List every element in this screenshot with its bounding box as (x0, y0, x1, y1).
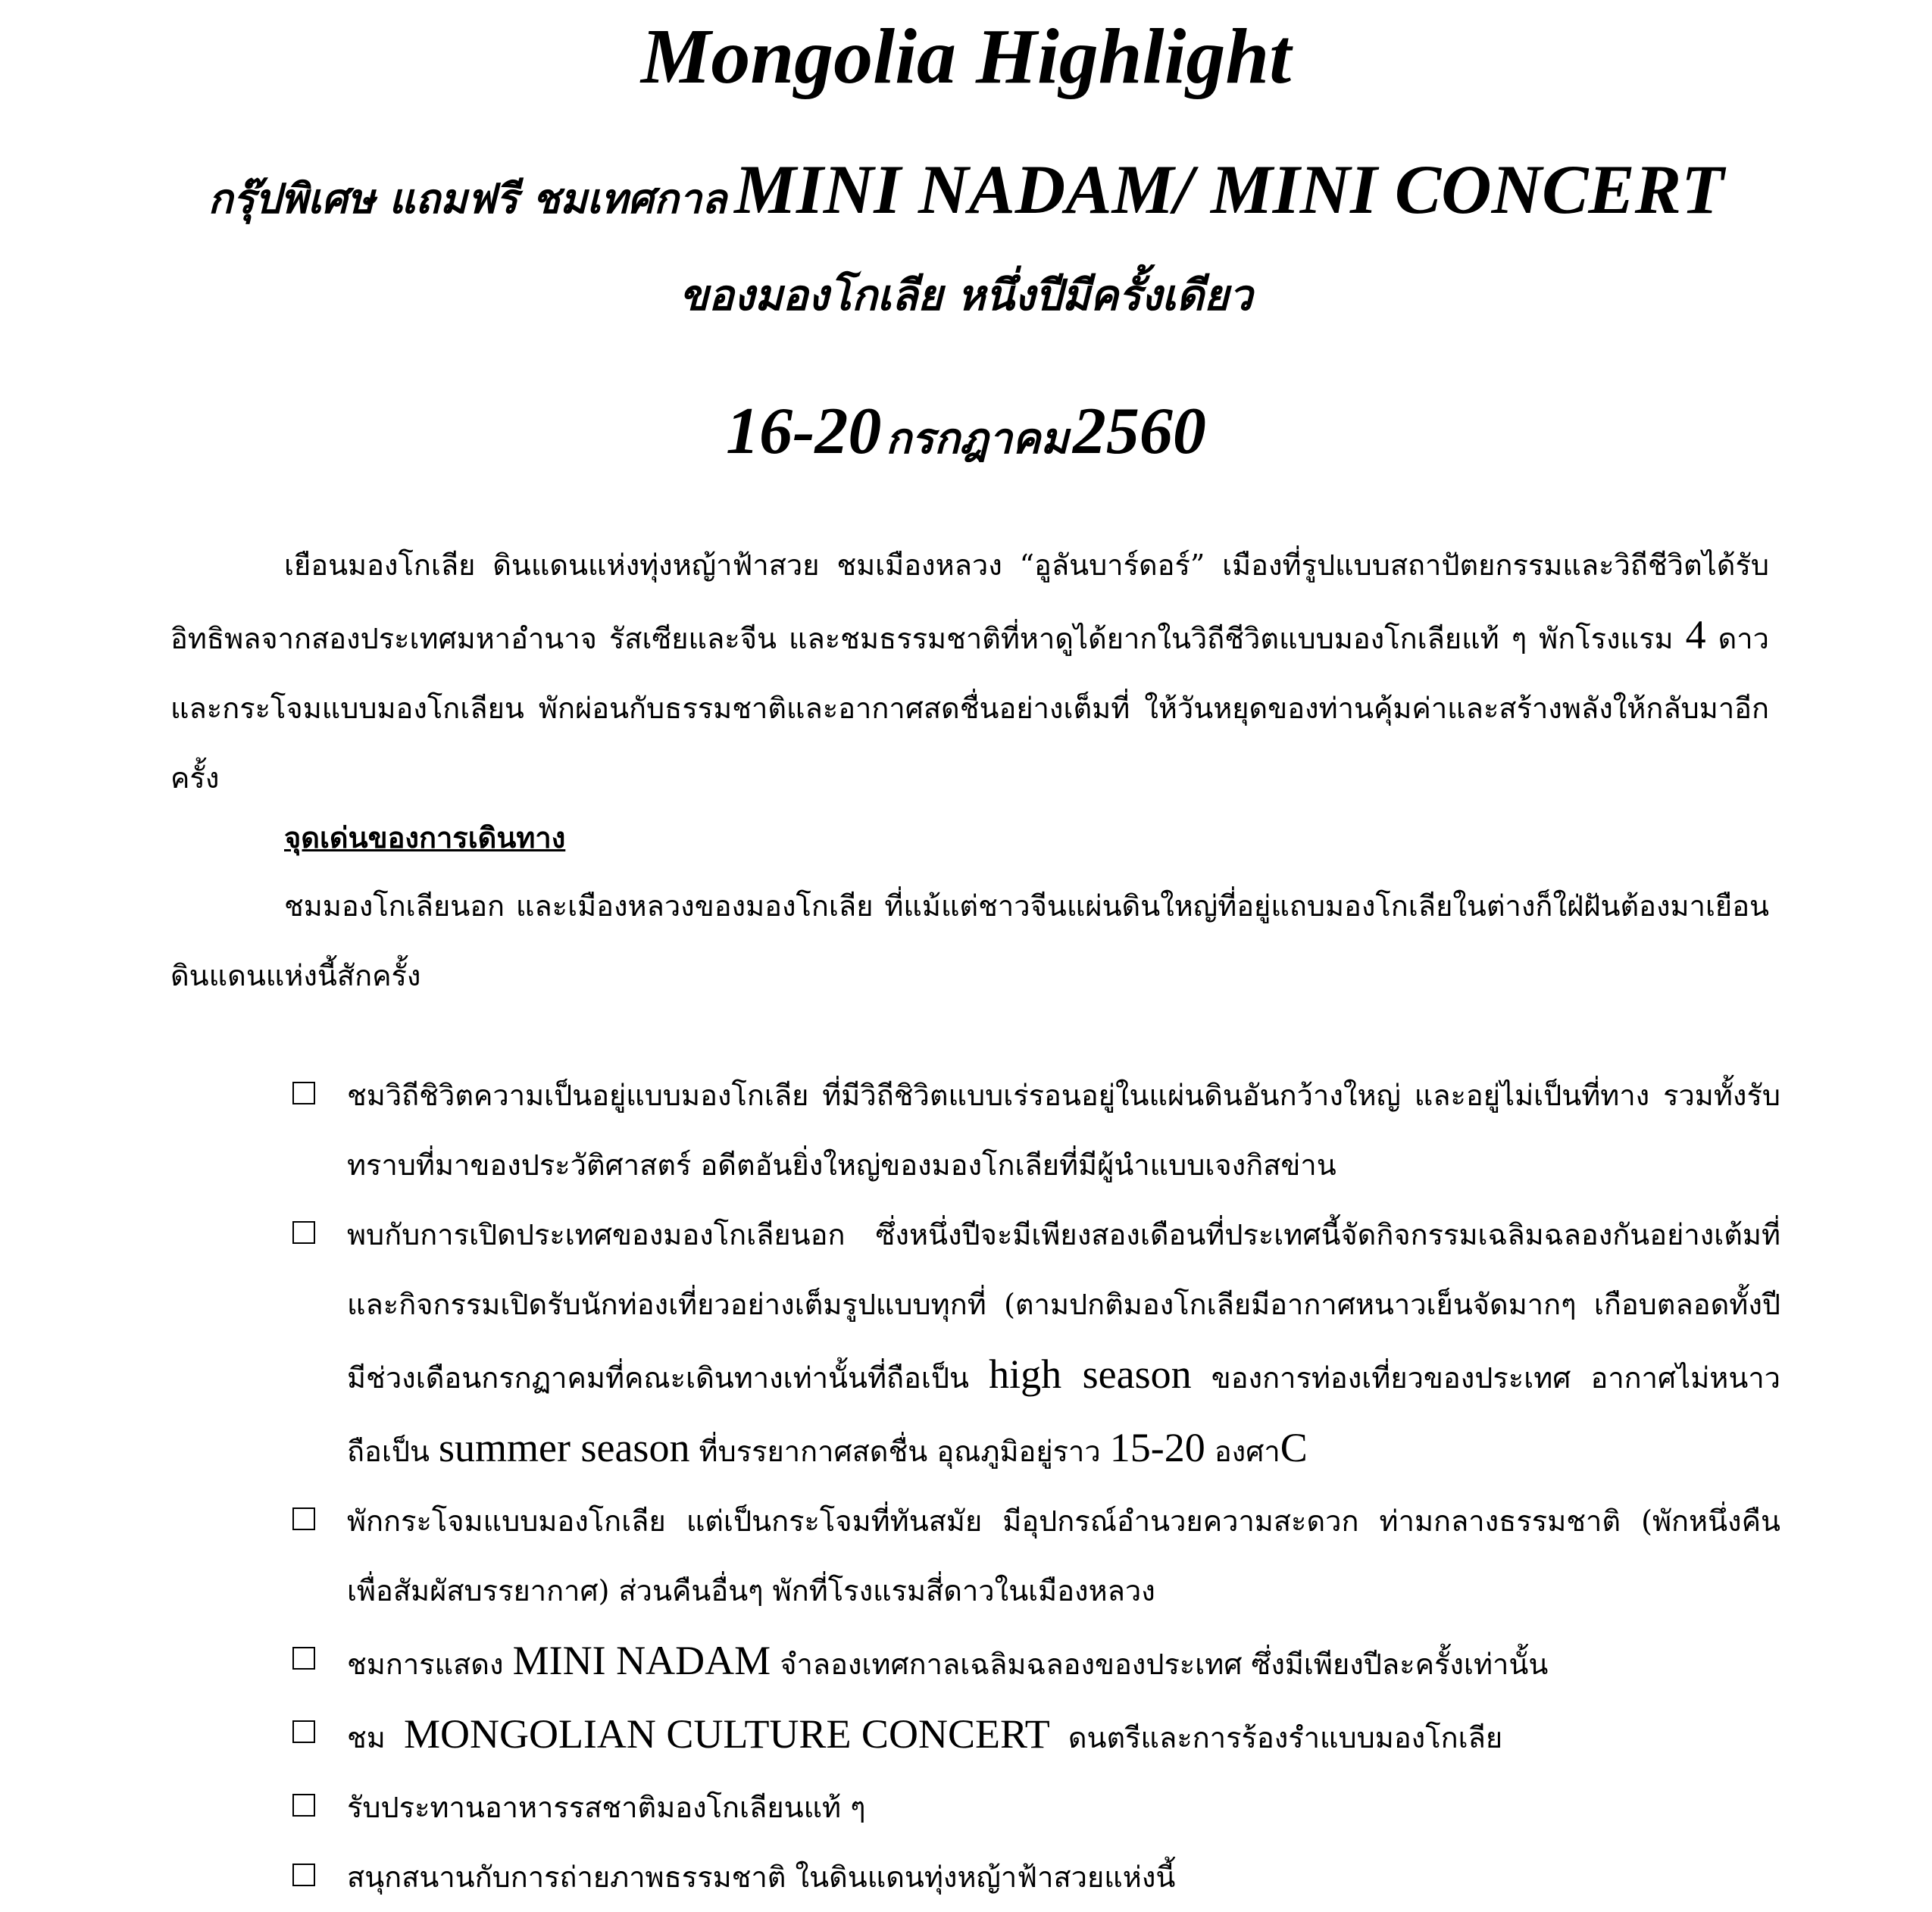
highlight-item-yurt-stay (288, 1486, 1780, 1626)
intro-text: เยือนมองโกเลีย ดินแดนแห่งทุ่งหญ้าฟ้าสวย ชมเมืองหลวง “อูลันบาร์ดอร์” เมืองที่รูปแบบสถาปัตยกรรมและวิถีชีวิตได้รับอิทธิพลจากสองประเทศมหาอำนาจ รัสเซียและจีน และชมธรรมชาติที่หาดูได้ยากในวิถีชีวิตแบบมองโกเลียแท้ ๆ พักโรงแรม (170, 548, 1769, 655)
highlights-lead-paragraph: ชมมองโกเลียนอก และเมืองหลวงของมองโกเลีย ที่แม้แต่ชาวจีนแผ่นดินใหญ่ที่อยู่แถบมองโกเลียในต่างก็ใฝ่ฝันต้องมาเยือนดินแดนแห่งนี้สักครั้ง (170, 889, 1769, 992)
intro-paragraph (170, 530, 1769, 813)
highlight-text: จำลองเทศกาลเฉลิมฉลองของประเทศ ซึ่งมีเพียงปีละครั้งเท่านั้น (780, 1648, 1549, 1681)
highlight-text: ชมการแสดง (347, 1648, 504, 1681)
highlight-text: พักกระโจมแบบมองโกเลีย แต่เป็นกระโจมที่ทันสมัย มีอุปกรณ์อำนวยความสะดวก ท่ามกลางธรรมชาติ (พักหนึ่งคืนเพื่อสัมผัสบรรยากาศ) ส่วนคืนอื่นๆ พักที่โรงแรมสี่ดาวในเมืองหลวง (347, 1504, 1780, 1607)
checkbox-icon (292, 1864, 315, 1886)
date-month: กรกฎาคม (886, 414, 1069, 464)
checkbox-icon (292, 1221, 315, 1244)
checkbox-icon (292, 1647, 315, 1670)
highlight-item-mini-nadam (288, 1626, 1780, 1699)
highlight-text: สนุกสนานกับการถ่ายภาพธรรมชาติ ในดินแดนทุ่งหญ้าฟ้าสวยแห่งนี้ (347, 1860, 1176, 1894)
highlight-temperature-range: 15-20 (1109, 1425, 1205, 1470)
highlight-temperature-unit: C (1280, 1425, 1308, 1470)
highlight-item-culture-concert (288, 1699, 1780, 1773)
highlight-text: พบกับการเปิดประเทศของมองโกเลียนอก ซึ่งหนึ่งปีจะมีเพียงสองเดือนที่ประเทศนี้จัดกิจกรรมเฉลิมฉลองกันอย่างเต้มที่และกิจกรรมเปิดรับนักท่องเที่ยวอย่างเต็มรูปแบบทุกที่ (ตามปกติมองโกเลียมีอากาศหนาวเย็นจัดมากๆ เกือบตลอดทั้งปี มีช่วงเดือนกรกฏาคมที่คณะเดินทางเท่านั้นที่ถือเป็น (347, 1218, 1780, 1395)
checkbox-icon (292, 1507, 315, 1530)
document-subtitle-second-line: ของมองโกเลีย หนึ่งปีมีครั้งเดียว (679, 270, 1253, 320)
highlight-term-culture-concert: MONGOLIAN CULTURE CONCERT (403, 1711, 1050, 1757)
document-subtitle (0, 144, 1932, 255)
document-title: Mongolia Highlight (640, 13, 1292, 100)
highlight-text: ของการท่องเที่ยวของประเทศ อากาศไม่หนาว ถือเป็น (347, 1361, 1780, 1468)
highlight-text: ชม (347, 1721, 386, 1754)
date-year: 2560 (1072, 395, 1206, 468)
date-range: 16-20 (726, 395, 882, 468)
highlight-item-local-food (288, 1773, 1780, 1842)
highlight-text: รับประทานอาหารรสชาติมองโกเลียนแท้ ๆ (347, 1791, 866, 1824)
highlight-text: ที่บรรยากาศสดชื่น อุณภูมิอยู่ราว (699, 1435, 1101, 1468)
highlight-term-mini-nadam: MINI NADAM (512, 1638, 771, 1683)
highlight-text: องศา (1214, 1435, 1280, 1468)
highlight-item-photography (288, 1842, 1780, 1912)
highlight-item-nomad-lifestyle (288, 1061, 1780, 1200)
highlights-list (288, 1061, 1780, 1912)
highlight-term-high-season: high season (989, 1351, 1192, 1397)
intro-text-end: ดาวและกระโจมแบบมองโกเลียน พักผ่อนกับธรรมชาติและอากาศสดชื่นอย่างเต็มที่ ให้วันหยุดของท่านคุ้มค่าและสร้างพลังให้กลับมาอีกครั้ง (170, 622, 1769, 795)
highlight-item-country-opening (288, 1200, 1780, 1486)
subtitle-thai-text: กรุ๊ปพิเศษ แถมฟรี ชมเทศกาล (208, 174, 727, 223)
checkbox-icon (292, 1794, 315, 1817)
checkbox-icon (292, 1082, 315, 1104)
highlight-term-summer-season: summer season (439, 1425, 690, 1470)
highlight-text: ชมวิถีชิวิตความเป็นอยู่แบบมองโกเลีย ที่มีวิถีชิวิตแบบเร่รอนอยู่ในแผ่นดินอันกว้างใหญ่ และอยู่ไม่เป็นที่ทาง รวมทั้งรับทราบที่มาของประวัติศาสตร์ อดีตอันยิ่งใหญ่ของมองโกเลียที่มีผู้นำแบบเจงกิสข่าน (347, 1079, 1780, 1182)
highlight-text: ดนตรีและการร้องรำแบบมองโกเลีย (1068, 1721, 1503, 1754)
subtitle-event-name: MINI NADAM/ MINI CONCERT (734, 151, 1724, 228)
highlights-heading: จุดเด่นของการเดินทาง (284, 820, 566, 854)
checkbox-icon (292, 1720, 315, 1743)
travel-dates (0, 390, 1932, 491)
hotel-star-count: 4 (1685, 612, 1706, 658)
